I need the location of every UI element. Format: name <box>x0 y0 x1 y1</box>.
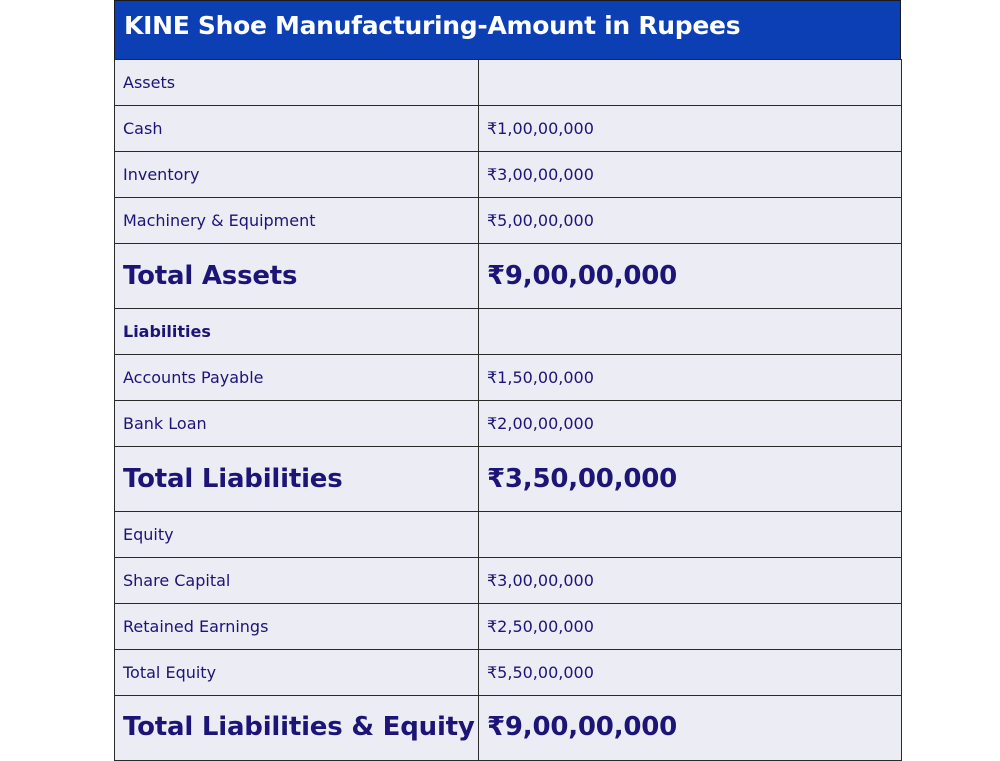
table-row <box>115 106 902 152</box>
table-row <box>115 152 902 198</box>
total-value-liabilities-equity: ₹9,00,00,000 <box>479 696 902 761</box>
total-label-liabilities-equity: Total Liabilities & Equity <box>115 696 479 761</box>
balance-sheet <box>114 0 901 761</box>
row-value-bank-loan: ₹2,00,00,000 <box>479 401 902 447</box>
row-label-bank-loan: Bank Loan <box>115 401 479 447</box>
row-label-machinery: Machinery & Equipment <box>115 198 479 244</box>
row-value-share-capital: ₹3,00,00,000 <box>479 558 902 604</box>
table-row <box>115 355 902 401</box>
total-row <box>115 696 902 761</box>
section-value-equity <box>479 512 902 558</box>
row-label-cash: Cash <box>115 106 479 152</box>
table-row <box>115 60 902 106</box>
row-label-accounts-payable: Accounts Payable <box>115 355 479 401</box>
table-title: KINE Shoe Manufacturing-Amount in Rupees <box>114 0 901 59</box>
table-row <box>115 604 902 650</box>
row-value-inventory: ₹3,00,00,000 <box>479 152 902 198</box>
table-row <box>115 198 902 244</box>
row-label-share-capital: Share Capital <box>115 558 479 604</box>
row-label-inventory: Inventory <box>115 152 479 198</box>
table-row <box>115 309 902 355</box>
table-row <box>115 650 902 696</box>
row-value-cash: ₹1,00,00,000 <box>479 106 902 152</box>
row-value-retained-earnings: ₹2,50,00,000 <box>479 604 902 650</box>
section-value-assets <box>479 60 902 106</box>
total-row <box>115 244 902 309</box>
row-label-retained-earnings: Retained Earnings <box>115 604 479 650</box>
table-row <box>115 558 902 604</box>
total-label-assets: Total Assets <box>115 244 479 309</box>
section-label-liabilities: Liabilities <box>115 309 479 355</box>
section-value-liabilities <box>479 309 902 355</box>
total-value-assets: ₹9,00,00,000 <box>479 244 902 309</box>
section-label-assets: Assets <box>115 60 479 106</box>
total-label-liabilities: Total Liabilities <box>115 447 479 512</box>
table-row <box>115 401 902 447</box>
balance-table <box>114 59 902 761</box>
row-value-total-equity: ₹5,50,00,000 <box>479 650 902 696</box>
section-label-equity: Equity <box>115 512 479 558</box>
total-value-liabilities: ₹3,50,00,000 <box>479 447 902 512</box>
row-label-total-equity: Total Equity <box>115 650 479 696</box>
table-row <box>115 512 902 558</box>
row-value-accounts-payable: ₹1,50,00,000 <box>479 355 902 401</box>
total-row <box>115 447 902 512</box>
row-value-machinery: ₹5,00,00,000 <box>479 198 902 244</box>
